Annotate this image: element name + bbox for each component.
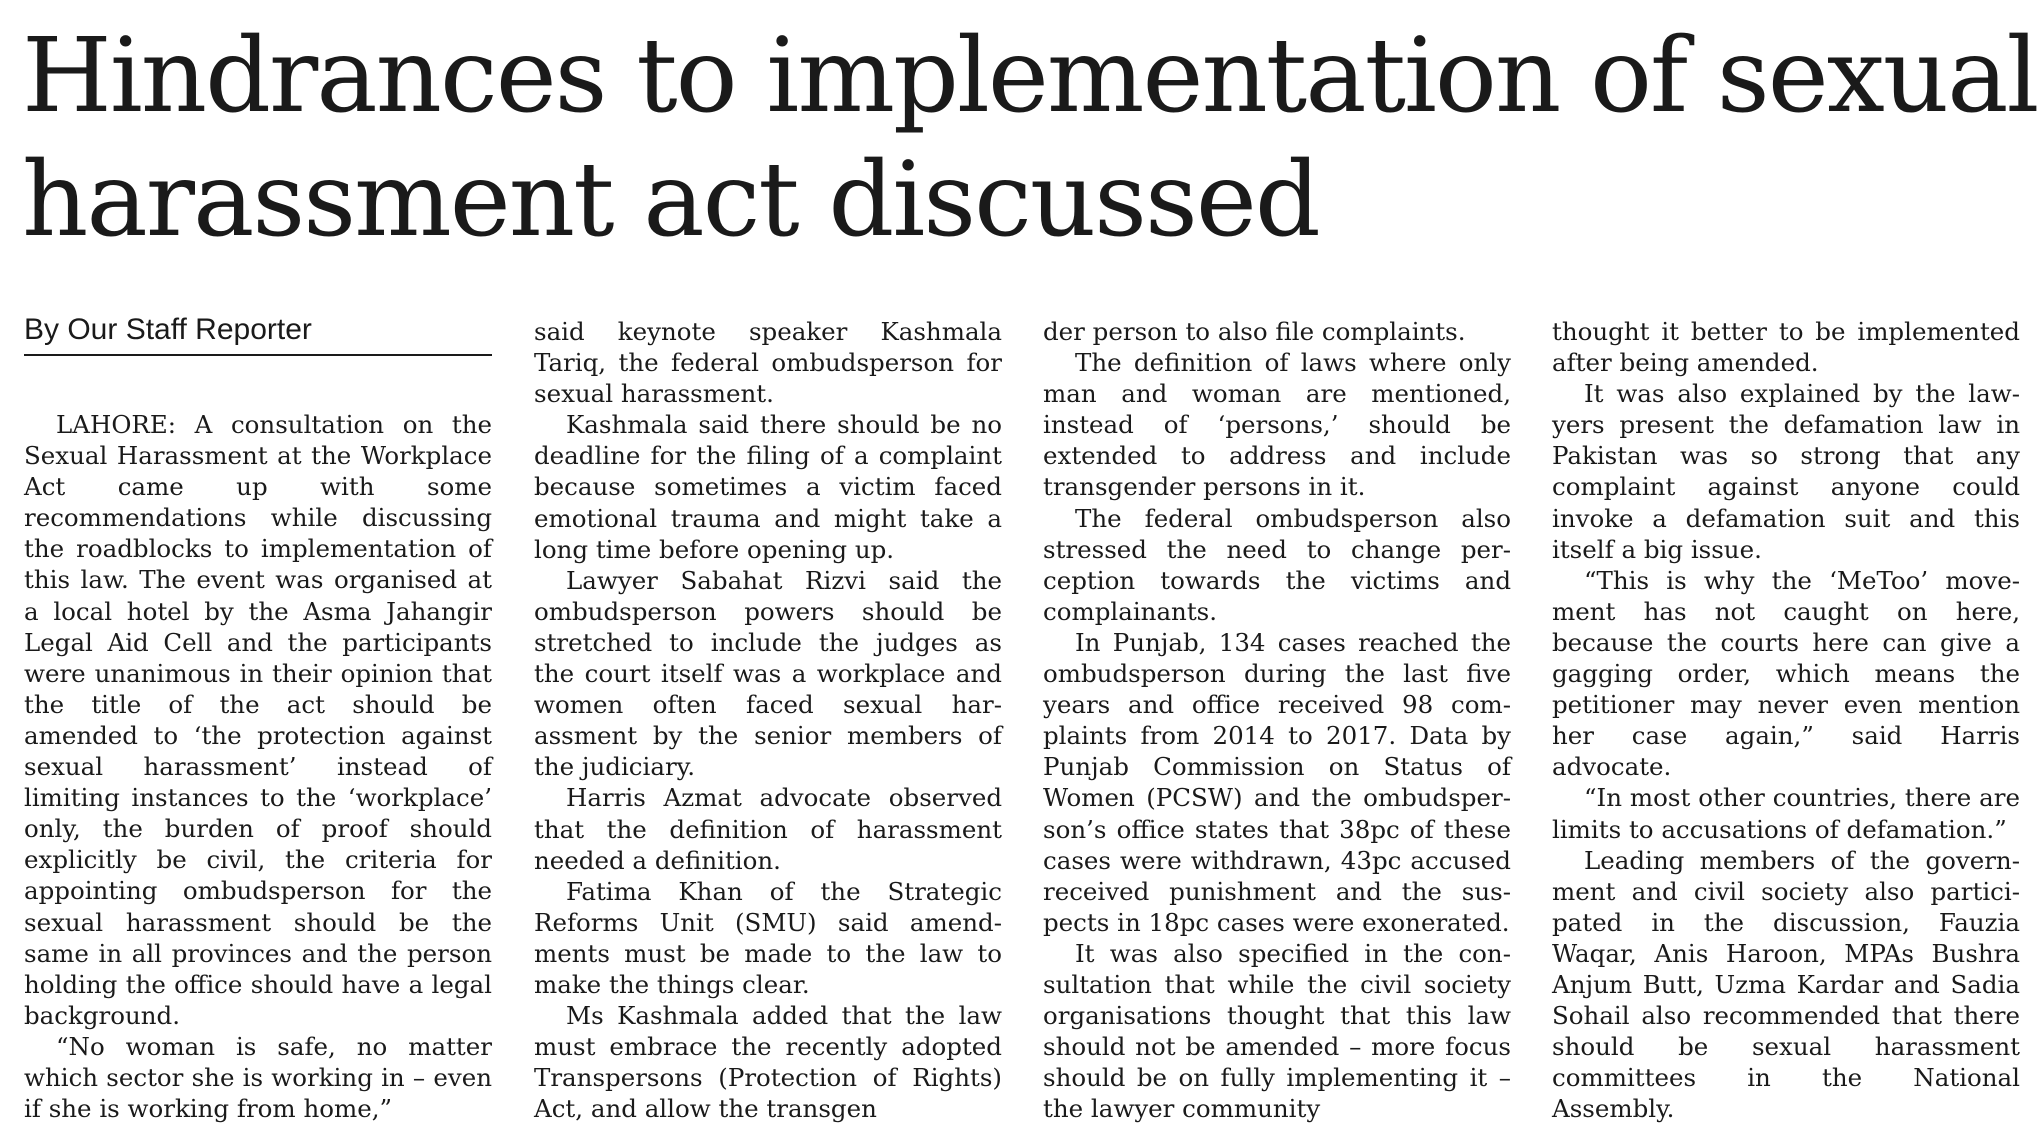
paragraph: said keynote speaker Kashmala Tariq, the federal ombudsperson for sexual harassment.	[534, 317, 1002, 409]
paragraph: In Punjab, 134 cases reached the ombudsperson during the last five years and office received 98 complaints from 2014 to 2017. Data by Punjab Commission on Status of Women (PCSW) and the ombudsperson’s office states that 38pc of these cases were withdrawn, 43pc accused received punishment and the suspects in 18pc cases were exonerated.	[1043, 627, 1511, 937]
paragraph: thought it better to be implemented after being amended.	[1552, 317, 2020, 378]
paragraph: The definition of laws where only man and woman are mentioned, instead of ‘persons,’ should be extended to address and include transgender persons in it.	[1043, 348, 1511, 502]
paragraph: der person to also file complaints.	[1043, 317, 1466, 346]
article-column-4	[1552, 316, 2020, 1124]
paragraph: “This is why the ‘MeToo’ movement has not caught on here, because the courts here can give a gagging order, which means the petitioner may never even mention her case again,” said Harris advocate.	[1552, 565, 2020, 782]
paragraph: The federal ombudsperson also stressed the need to change perception towards the victims and complainants.	[1043, 503, 1511, 626]
byline: By Our Staff Reporter	[24, 310, 492, 356]
paragraph: It was also explained by the lawyers present the defamation law in Pakistan was so strong that any complaint against anyone could invoke a defamation suit and this itself a big issue.	[1552, 379, 2020, 564]
article-column-3	[1043, 316, 1511, 1124]
paragraph: LAHORE: A consultation on the Sexual Harassment at the Workplace Act came up with some recommendations while discussing the roadblocks to implementation of this law. The event was organised at a local hotel by the Asma Jahangir Legal Aid Cell and the participants were unanimous in their opinion that the title of the act should be amended to ‘the protection against sexual harassment’ instead of limiting instances to the ‘workplace’ only, the burden of proof should explicitly be civil, the criteria for appointing ombudsperson for the sexual harassment should be the same in all provinces and the person holding the office should have a legal background.	[24, 410, 492, 1030]
headline-line-1: Hindrances to implementation of sexual	[22, 16, 2038, 136]
headline	[22, 14, 2038, 262]
paragraph: Fatima Khan of the Strategic Reforms Unit (SMU) said amendments must be made to the law to make the things clear.	[534, 876, 1002, 999]
paragraph: Harris Azmat advocate observed that the definition of harassment needed a definition.	[534, 783, 1002, 875]
article-column-1	[24, 409, 492, 1124]
article-column-2	[534, 316, 1002, 1124]
paragraph: It was also specified in the consultation that while the civil society organisations thought that this law should not be amended – more focus should be on fully implementing it – the lawyer community	[1043, 938, 1511, 1124]
paragraph: Kashmala said there should be no deadline for the filing of a complaint because sometimes a victim faced emotional trauma and might take a long time before opening up.	[534, 410, 1002, 564]
paragraph: “In most other countries, there are limits to accusations of defamation.”	[1552, 783, 2020, 844]
paragraph: Lawyer Sabahat Rizvi said the ombudsperson powers should be stretched to include the judges as the court itself was a workplace and women often faced sexual harassment by the senior members of the judiciary.	[534, 565, 1002, 782]
paragraph: Leading members of the government and civil society also participated in the discussion, Fauzia Waqar, Anis Haroon, MPAs Bushra Anjum Butt, Uzma Kardar and Sadia Sohail also recommended that there should be sexual harassment committees in the National Assembly.	[1552, 845, 2020, 1124]
headline-line-2: harassment act discussed	[22, 140, 1319, 260]
paragraph: “No woman is safe, no matter which sector she is working in – even if she is working from home,”	[24, 1031, 492, 1124]
paragraph: Ms Kashmala added that the law must embrace the recently adopted Transpersons (Protection of Rights) Act, and allow the transgen	[534, 1001, 1002, 1124]
